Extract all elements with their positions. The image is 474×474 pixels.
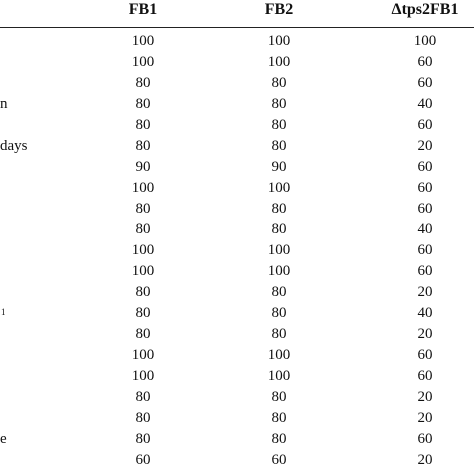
table-row xyxy=(0,31,474,52)
table-cell: 100 xyxy=(267,53,291,70)
table-cell: 20 xyxy=(417,137,433,154)
table-cell: 80 xyxy=(135,284,151,301)
table-cell: 100 xyxy=(131,368,155,384)
table-cell: 80 xyxy=(271,95,287,112)
table-cell: 60 xyxy=(417,53,433,70)
table-cell: 100 xyxy=(267,368,291,384)
row-label: days xyxy=(0,137,28,154)
table-cell: 80 xyxy=(271,200,287,217)
table-cell: 80 xyxy=(271,305,287,322)
table-cell: 60 xyxy=(271,451,287,468)
table-cell: 20 xyxy=(417,409,433,426)
table-cell: 80 xyxy=(271,430,287,447)
table-cell: 80 xyxy=(271,137,287,154)
table-cell: 100 xyxy=(131,33,155,49)
table-cell: 60 xyxy=(417,430,433,447)
table-row xyxy=(0,429,474,450)
table-row xyxy=(0,115,474,136)
table-cell: 40 xyxy=(417,305,433,322)
table-cell: 80 xyxy=(271,388,287,405)
table-row xyxy=(0,73,474,94)
table-cell: 80 xyxy=(271,284,287,301)
table-cell: 90 xyxy=(135,158,151,175)
table-row xyxy=(0,387,474,408)
table-cell: 80 xyxy=(135,137,151,154)
table-row xyxy=(0,345,474,366)
table-cell: 80 xyxy=(135,409,151,426)
table-cell: 40 xyxy=(417,221,433,238)
table-row xyxy=(0,261,474,282)
table-cell: 60 xyxy=(417,263,433,280)
table-row xyxy=(0,366,474,387)
table-cell: 100 xyxy=(131,263,155,280)
table-cell: 80 xyxy=(135,305,151,322)
table-cell: 80 xyxy=(271,116,287,133)
table-cell: 100 xyxy=(131,53,155,70)
table-cell: 100 xyxy=(131,242,155,259)
table-cell: 60 xyxy=(417,368,433,384)
table-row xyxy=(0,219,474,240)
table-row xyxy=(0,240,474,261)
table-cell: 100 xyxy=(131,179,155,196)
table-cell: 80 xyxy=(135,74,151,91)
row-label: e xyxy=(0,430,7,447)
table-cell: 80 xyxy=(135,221,151,238)
table-cell: 80 xyxy=(135,430,151,447)
table-cell: 60 xyxy=(417,347,433,364)
table-cell: 100 xyxy=(267,179,291,196)
table-cell: 100 xyxy=(131,347,155,364)
table-cell: 100 xyxy=(267,242,291,259)
table-row xyxy=(0,178,474,199)
table-cell: 60 xyxy=(135,451,151,468)
table-row xyxy=(0,136,474,157)
table-cell: 80 xyxy=(135,95,151,112)
table-cell: 100 xyxy=(267,347,291,364)
row-label: n xyxy=(0,95,8,112)
table-cell: 20 xyxy=(417,388,433,405)
table-cell: 20 xyxy=(417,326,433,343)
column-header-fb1: FB1 xyxy=(128,1,158,18)
table-cell: 80 xyxy=(271,409,287,426)
table-cell: 20 xyxy=(417,284,433,301)
table-cell: 80 xyxy=(135,326,151,343)
column-header-dtps2fb1: Δtps2FB1 xyxy=(391,1,459,18)
table-row xyxy=(0,324,474,345)
table-cell: 80 xyxy=(135,200,151,217)
table-row xyxy=(0,157,474,178)
table-row xyxy=(0,94,474,115)
table-body xyxy=(0,31,474,471)
table-cell: 80 xyxy=(135,388,151,405)
table-cell: 60 xyxy=(417,158,433,175)
table-cell: 100 xyxy=(413,33,437,49)
table-row xyxy=(0,282,474,303)
table-cell: 60 xyxy=(417,74,433,91)
table-cell: 40 xyxy=(417,95,433,112)
table-cell: 80 xyxy=(271,326,287,343)
table-row xyxy=(0,303,474,324)
table-cell: 100 xyxy=(267,33,291,49)
table-row xyxy=(0,199,474,220)
table-cell: 60 xyxy=(417,200,433,217)
table-cell: 80 xyxy=(271,74,287,91)
table-row xyxy=(0,52,474,73)
row-label: 1 xyxy=(1,307,6,318)
table-row xyxy=(0,450,474,471)
table-cell: 80 xyxy=(271,221,287,238)
column-header-fb2: FB2 xyxy=(264,1,294,18)
header-rule xyxy=(0,27,474,28)
table-cell: 100 xyxy=(267,263,291,280)
table-cell: 60 xyxy=(417,242,433,259)
table-row xyxy=(0,408,474,429)
table-cell: 20 xyxy=(417,451,433,468)
table-cell: 80 xyxy=(135,116,151,133)
table-header-row xyxy=(0,0,474,26)
table-cell: 60 xyxy=(417,116,433,133)
table-cell: 60 xyxy=(417,179,433,196)
table-cell: 90 xyxy=(271,158,287,175)
